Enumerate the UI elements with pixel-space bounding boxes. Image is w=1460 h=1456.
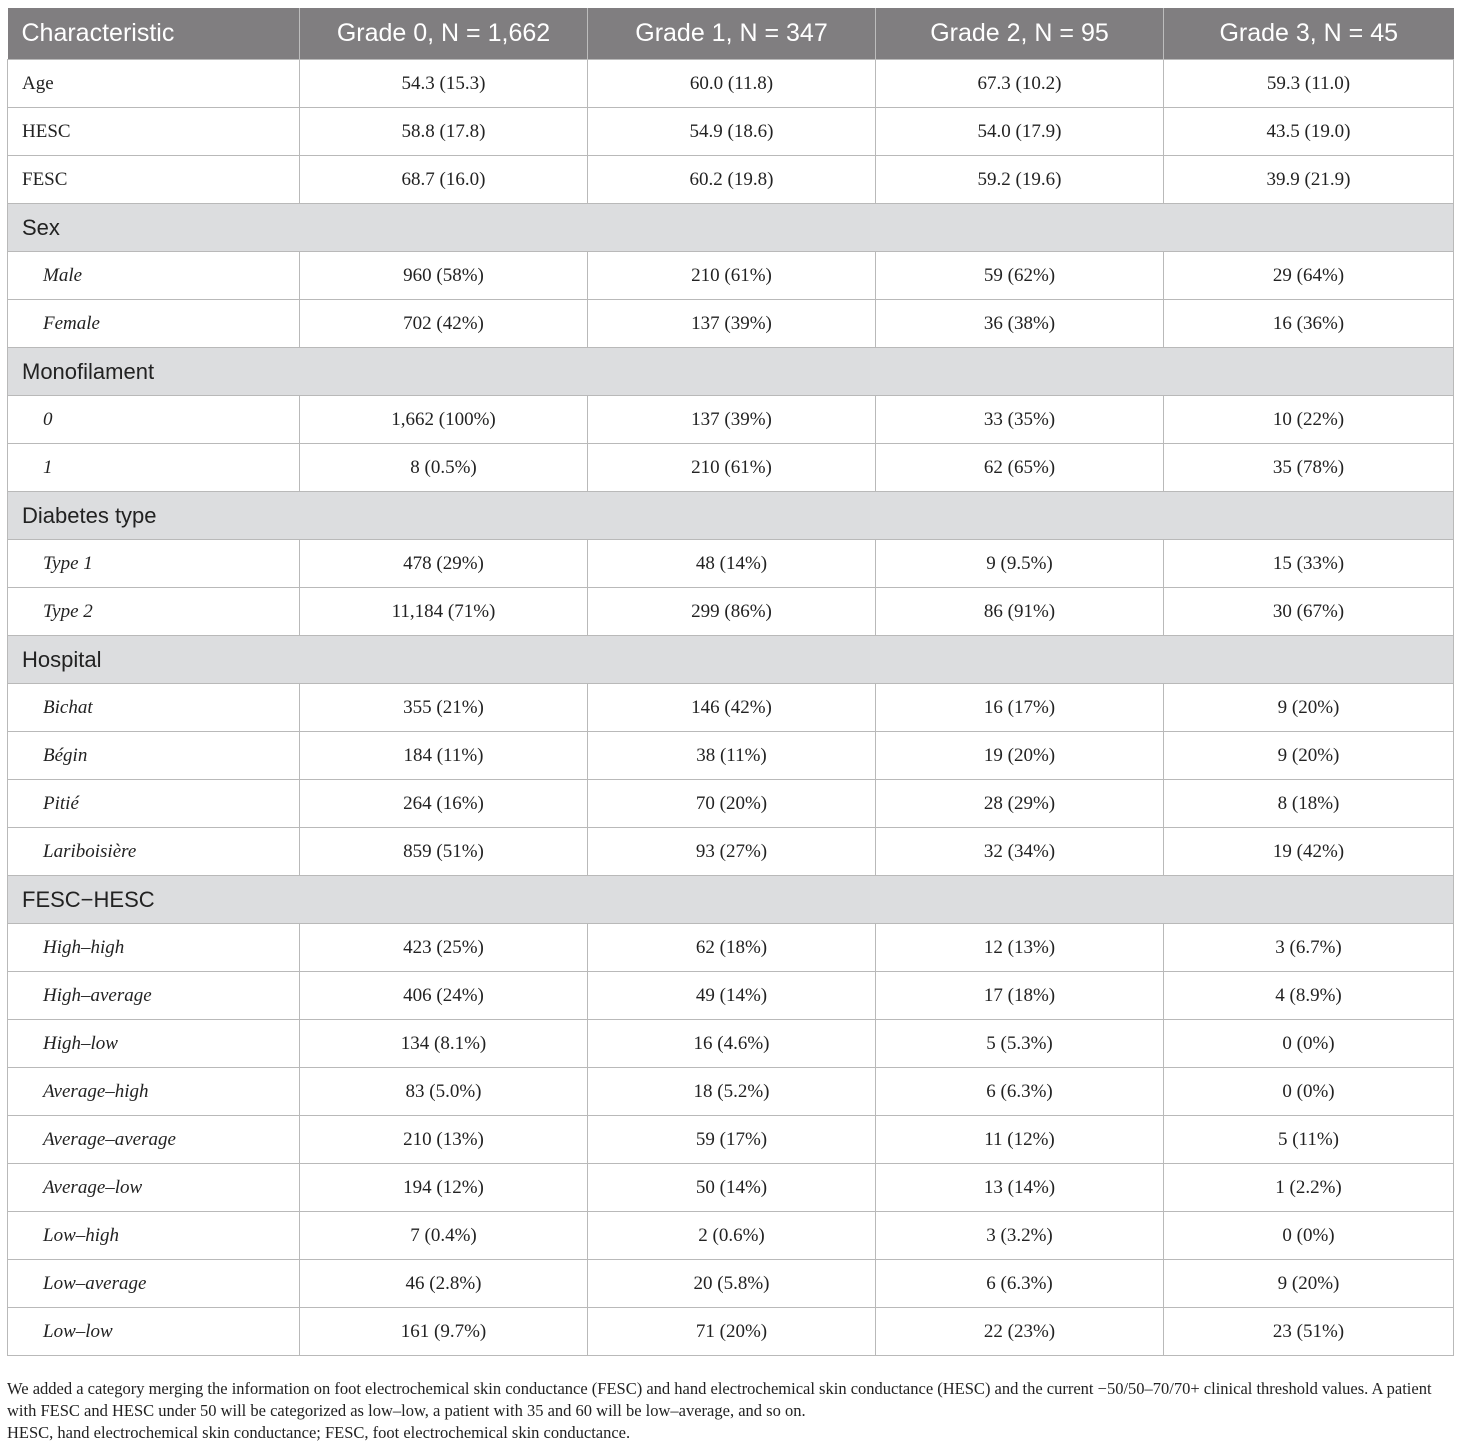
section-label: Hospital bbox=[8, 636, 1454, 684]
table-cell: 16 (36%) bbox=[1164, 300, 1454, 348]
table-cell: 32 (34%) bbox=[876, 828, 1164, 876]
table-cell: 960 (58%) bbox=[300, 252, 588, 300]
section-row bbox=[8, 636, 1454, 684]
table-cell: 28 (29%) bbox=[876, 780, 1164, 828]
row-label: 1 bbox=[8, 444, 300, 492]
table-cell: 9 (9.5%) bbox=[876, 540, 1164, 588]
section-label: Monofilament bbox=[8, 348, 1454, 396]
table-cell: 9 (20%) bbox=[1164, 1260, 1454, 1308]
table-cell: 299 (86%) bbox=[588, 588, 876, 636]
table-cell: 62 (18%) bbox=[588, 924, 876, 972]
table-cell: 9 (20%) bbox=[1164, 684, 1454, 732]
table-cell: 54.9 (18.6) bbox=[588, 108, 876, 156]
row-label: Low–high bbox=[8, 1212, 300, 1260]
section-label: Sex bbox=[8, 204, 1454, 252]
table-cell: 13 (14%) bbox=[876, 1164, 1164, 1212]
table-cell: 161 (9.7%) bbox=[300, 1308, 588, 1356]
table-cell: 18 (5.2%) bbox=[588, 1068, 876, 1116]
table-cell: 5 (11%) bbox=[1164, 1116, 1454, 1164]
table-cell: 49 (14%) bbox=[588, 972, 876, 1020]
table-cell: 8 (0.5%) bbox=[300, 444, 588, 492]
table-cell: 59 (17%) bbox=[588, 1116, 876, 1164]
table-row bbox=[8, 252, 1454, 300]
row-label: Bichat bbox=[8, 684, 300, 732]
table-cell: 30 (67%) bbox=[1164, 588, 1454, 636]
row-label: Female bbox=[8, 300, 300, 348]
row-label: HESC bbox=[8, 108, 300, 156]
table-cell: 134 (8.1%) bbox=[300, 1020, 588, 1068]
table-cell: 16 (4.6%) bbox=[588, 1020, 876, 1068]
table-cell: 16 (17%) bbox=[876, 684, 1164, 732]
table-cell: 12 (13%) bbox=[876, 924, 1164, 972]
table-row bbox=[8, 1260, 1454, 1308]
row-label: Male bbox=[8, 252, 300, 300]
table-cell: 29 (64%) bbox=[1164, 252, 1454, 300]
row-label: Low–average bbox=[8, 1260, 300, 1308]
table-row bbox=[8, 444, 1454, 492]
table-row bbox=[8, 972, 1454, 1020]
table-cell: 702 (42%) bbox=[300, 300, 588, 348]
table-header bbox=[8, 8, 1454, 60]
header-row bbox=[8, 8, 1454, 60]
row-label: Age bbox=[8, 60, 300, 108]
row-label: High–high bbox=[8, 924, 300, 972]
table-cell: 1,662 (100%) bbox=[300, 396, 588, 444]
column-header-grade-2: Grade 2, N = 95 bbox=[876, 8, 1164, 60]
table-cell: 210 (61%) bbox=[588, 444, 876, 492]
table-cell: 11,184 (71%) bbox=[300, 588, 588, 636]
table-cell: 59 (62%) bbox=[876, 252, 1164, 300]
table-cell: 9 (20%) bbox=[1164, 732, 1454, 780]
table-row bbox=[8, 588, 1454, 636]
section-row bbox=[8, 204, 1454, 252]
footnote-category-note: We added a category merging the information on foot electrochemical skin conductance (FESC) and hand electrochemical skin conductance (HESC) and the current −50/50–70/70+ clinical threshold values. A patient with FESC and HESC under 50 will be categorized as low–low, a patient with 35 and 60 will be low–average, and so on. bbox=[7, 1379, 1432, 1420]
table-cell: 23 (51%) bbox=[1164, 1308, 1454, 1356]
table-cell: 184 (11%) bbox=[300, 732, 588, 780]
table-cell: 38 (11%) bbox=[588, 732, 876, 780]
table-cell: 423 (25%) bbox=[300, 924, 588, 972]
table-cell: 3 (6.7%) bbox=[1164, 924, 1454, 972]
table-body bbox=[8, 60, 1454, 1356]
row-label: Bégin bbox=[8, 732, 300, 780]
table-row bbox=[8, 1116, 1454, 1164]
table-cell: 83 (5.0%) bbox=[300, 1068, 588, 1116]
section-label: Diabetes type bbox=[8, 492, 1454, 540]
table-cell: 137 (39%) bbox=[588, 396, 876, 444]
table-cell: 70 (20%) bbox=[588, 780, 876, 828]
table-cell: 35 (78%) bbox=[1164, 444, 1454, 492]
table-cell: 54.0 (17.9) bbox=[876, 108, 1164, 156]
table-cell: 5 (5.3%) bbox=[876, 1020, 1164, 1068]
table-row bbox=[8, 1212, 1454, 1260]
table-row bbox=[8, 540, 1454, 588]
section-row bbox=[8, 492, 1454, 540]
row-label: Lariboisière bbox=[8, 828, 300, 876]
table-cell: 39.9 (21.9) bbox=[1164, 156, 1454, 204]
table-cell: 60.2 (19.8) bbox=[588, 156, 876, 204]
row-label: 0 bbox=[8, 396, 300, 444]
table-cell: 93 (27%) bbox=[588, 828, 876, 876]
table-row bbox=[8, 300, 1454, 348]
table-cell: 10 (22%) bbox=[1164, 396, 1454, 444]
table-cell: 2 (0.6%) bbox=[588, 1212, 876, 1260]
table-cell: 264 (16%) bbox=[300, 780, 588, 828]
table-row bbox=[8, 1020, 1454, 1068]
table-row bbox=[8, 108, 1454, 156]
table-row bbox=[8, 60, 1454, 108]
characteristics-table bbox=[7, 8, 1454, 1356]
table-cell: 43.5 (19.0) bbox=[1164, 108, 1454, 156]
table-cell: 0 (0%) bbox=[1164, 1068, 1454, 1116]
section-row bbox=[8, 876, 1454, 924]
table-cell: 0 (0%) bbox=[1164, 1020, 1454, 1068]
table-row bbox=[8, 780, 1454, 828]
table-cell: 48 (14%) bbox=[588, 540, 876, 588]
table-cell: 62 (65%) bbox=[876, 444, 1164, 492]
row-label: Average–high bbox=[8, 1068, 300, 1116]
table-cell: 33 (35%) bbox=[876, 396, 1164, 444]
table-row bbox=[8, 684, 1454, 732]
table-cell: 6 (6.3%) bbox=[876, 1068, 1164, 1116]
column-header-grade-1: Grade 1, N = 347 bbox=[588, 8, 876, 60]
table-cell: 4 (8.9%) bbox=[1164, 972, 1454, 1020]
table-row bbox=[8, 828, 1454, 876]
table-footnotes bbox=[7, 1378, 1455, 1444]
row-label: Type 1 bbox=[8, 540, 300, 588]
row-label: High–low bbox=[8, 1020, 300, 1068]
table-cell: 15 (33%) bbox=[1164, 540, 1454, 588]
table-cell: 1 (2.2%) bbox=[1164, 1164, 1454, 1212]
table-cell: 58.8 (17.8) bbox=[300, 108, 588, 156]
table-cell: 54.3 (15.3) bbox=[300, 60, 588, 108]
table-cell: 59.2 (19.6) bbox=[876, 156, 1164, 204]
table-cell: 355 (21%) bbox=[300, 684, 588, 732]
table-cell: 146 (42%) bbox=[588, 684, 876, 732]
footnote-abbreviations: HESC, hand electrochemical skin conductance; FESC, foot electrochemical skin conductance. bbox=[7, 1423, 631, 1442]
table-cell: 67.3 (10.2) bbox=[876, 60, 1164, 108]
table-cell: 60.0 (11.8) bbox=[588, 60, 876, 108]
table-cell: 0 (0%) bbox=[1164, 1212, 1454, 1260]
table-row bbox=[8, 924, 1454, 972]
table-cell: 406 (24%) bbox=[300, 972, 588, 1020]
table-cell: 71 (20%) bbox=[588, 1308, 876, 1356]
table-cell: 859 (51%) bbox=[300, 828, 588, 876]
table-cell: 137 (39%) bbox=[588, 300, 876, 348]
table-cell: 8 (18%) bbox=[1164, 780, 1454, 828]
table-row bbox=[8, 1308, 1454, 1356]
section-row bbox=[8, 348, 1454, 396]
section-label: FESC−HESC bbox=[8, 876, 1454, 924]
table-cell: 11 (12%) bbox=[876, 1116, 1164, 1164]
row-label: Pitié bbox=[8, 780, 300, 828]
table-cell: 20 (5.8%) bbox=[588, 1260, 876, 1308]
table-row bbox=[8, 396, 1454, 444]
table-row bbox=[8, 156, 1454, 204]
table-cell: 210 (61%) bbox=[588, 252, 876, 300]
table-row bbox=[8, 732, 1454, 780]
table-cell: 36 (38%) bbox=[876, 300, 1164, 348]
row-label: Low–low bbox=[8, 1308, 300, 1356]
table-cell: 46 (2.8%) bbox=[300, 1260, 588, 1308]
table-row bbox=[8, 1164, 1454, 1212]
table-cell: 6 (6.3%) bbox=[876, 1260, 1164, 1308]
column-header-grade-3: Grade 3, N = 45 bbox=[1164, 8, 1454, 60]
table-cell: 478 (29%) bbox=[300, 540, 588, 588]
table-cell: 59.3 (11.0) bbox=[1164, 60, 1454, 108]
table-cell: 22 (23%) bbox=[876, 1308, 1164, 1356]
row-label: FESC bbox=[8, 156, 300, 204]
row-label: Average–low bbox=[8, 1164, 300, 1212]
row-label: Type 2 bbox=[8, 588, 300, 636]
table-row bbox=[8, 1068, 1454, 1116]
row-label: Average–average bbox=[8, 1116, 300, 1164]
table-cell: 50 (14%) bbox=[588, 1164, 876, 1212]
table-cell: 194 (12%) bbox=[300, 1164, 588, 1212]
table-cell: 19 (42%) bbox=[1164, 828, 1454, 876]
table-cell: 17 (18%) bbox=[876, 972, 1164, 1020]
table-cell: 86 (91%) bbox=[876, 588, 1164, 636]
column-header-grade-0: Grade 0, N = 1,662 bbox=[300, 8, 588, 60]
table-cell: 19 (20%) bbox=[876, 732, 1164, 780]
column-header-characteristic: Characteristic bbox=[8, 8, 300, 60]
table-cell: 3 (3.2%) bbox=[876, 1212, 1164, 1260]
table-cell: 210 (13%) bbox=[300, 1116, 588, 1164]
table-cell: 7 (0.4%) bbox=[300, 1212, 588, 1260]
table-cell: 68.7 (16.0) bbox=[300, 156, 588, 204]
row-label: High–average bbox=[8, 972, 300, 1020]
